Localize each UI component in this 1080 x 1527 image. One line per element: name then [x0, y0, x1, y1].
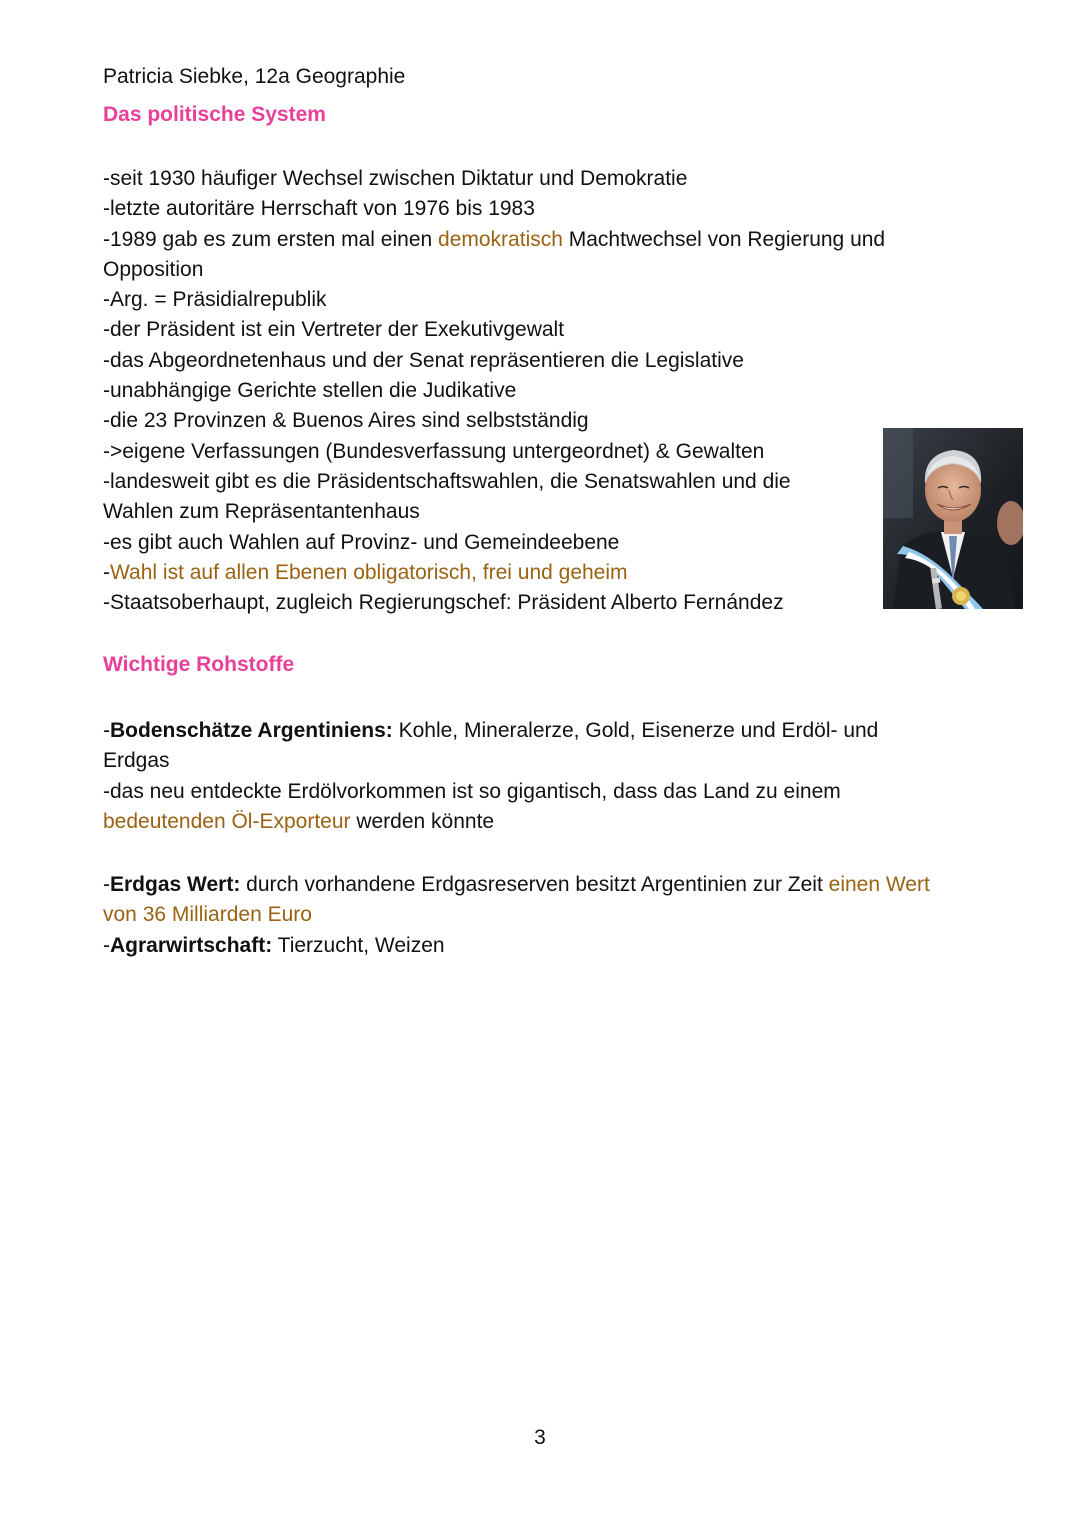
section-title-raw-materials: Wichtige Rohstoffe	[103, 653, 295, 676]
text-line	[103, 931, 930, 961]
text-fragment: durch vorhandene Erdgasreserven besitzt Argentinien zur Zeit	[240, 873, 829, 896]
text-line	[103, 716, 878, 746]
text-fragment: -	[103, 933, 110, 957]
raw-materials-content-2	[103, 870, 930, 961]
text-line: -letzte autoritäre Herrschaft von 1976 bis 1983	[103, 197, 535, 221]
text-line: ->eigene Verfassungen (Bundesverfassung untergeordnet) & Gewalten	[103, 439, 765, 463]
text-fragment: -	[103, 560, 110, 584]
highlighted-text: demokratisch	[438, 227, 563, 251]
raw-materials-content	[103, 716, 878, 837]
bold-label: Erdgas Wert:	[110, 873, 241, 896]
text-line: -Arg. = Präsidialrepublik	[103, 288, 327, 312]
text-line	[103, 807, 878, 837]
text-line: -das Abgeordnetenhaus und der Senat repräsentieren die Legislative	[103, 348, 744, 372]
text-fragment: Kohle, Mineralerze, Gold, Eisenerze und Erdöl- und	[392, 719, 879, 742]
text-fragment: -	[103, 719, 110, 742]
highlighted-text: von 36 Milliarden Euro	[103, 903, 312, 927]
text-line	[103, 870, 930, 900]
bold-label: Agrarwirtschaft:	[110, 933, 273, 957]
text-line	[103, 558, 885, 588]
text-line: -seit 1930 häufiger Wechsel zwischen Diktatur und Demokratie	[103, 167, 688, 190]
text-fragment: werden könnte	[350, 809, 495, 833]
text-line: -landesweit gibt es die Präsidentschaftswahlen, die Senatswahlen und die	[103, 469, 791, 493]
text-line	[103, 225, 885, 255]
text-line: Wahlen zum Repräsentantenhaus	[103, 500, 420, 524]
bold-label: Bodenschätze Argentiniens:	[110, 719, 393, 742]
highlighted-text: einen Wert	[828, 873, 930, 896]
text-line: -das neu entdeckte Erdölvorkommen ist so gigantisch, dass das Land zu einem	[103, 779, 841, 803]
portrait-illustration	[883, 428, 1023, 609]
page-number: 3	[534, 1426, 546, 1449]
text-line: Erdgas	[103, 749, 170, 773]
text-line: -unabhängige Gerichte stellen die Judikative	[103, 379, 517, 403]
political-system-content	[103, 164, 885, 618]
text-fragment: Machtwechsel von Regierung und	[562, 227, 886, 251]
text-line: -Staatsoberhaupt, zugleich Regierungschef: Präsident Alberto Fernández	[103, 591, 784, 615]
highlighted-text: Wahl ist auf allen Ebenen obligatorisch, frei und geheim	[110, 560, 628, 584]
text-fragment: -1989 gab es zum ersten mal einen	[103, 227, 439, 251]
text-line: -es gibt auch Wahlen auf Provinz- und Gemeindeebene	[103, 530, 620, 554]
highlighted-text: bedeutenden Öl-Exporteur	[103, 809, 351, 833]
text-line	[103, 900, 930, 930]
text-fragment: -	[103, 873, 110, 896]
text-line: -der Präsident ist ein Vertreter der Exekutivgewalt	[103, 318, 565, 342]
section-title-political-system: Das politische System	[103, 103, 326, 126]
text-line: -die 23 Provinzen & Buenos Aires sind selbstständig	[103, 409, 589, 433]
text-fragment: Tierzucht, Weizen	[272, 933, 445, 957]
author-line: Patricia Siebke, 12a Geographie	[103, 65, 406, 88]
president-portrait-image	[883, 428, 1023, 609]
text-line: Opposition	[103, 257, 204, 281]
